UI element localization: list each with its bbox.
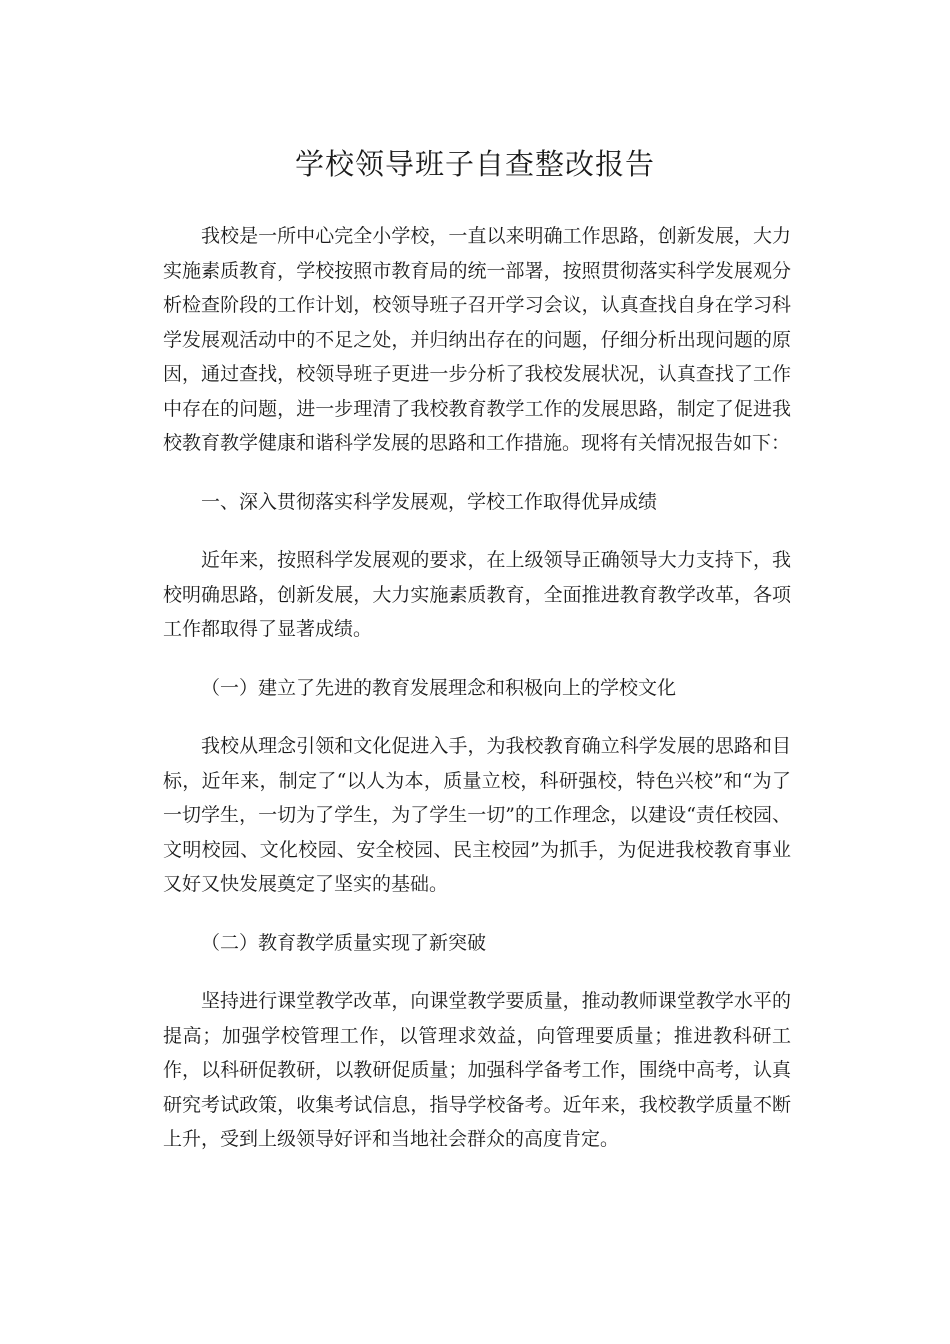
- subsection-1-paragraph: 我校从理念引领和文化促进入手，为我校教育确立科学发展的思路和目标，近年来，制定了“以人为本，质量立校，科研强校，特色兴校”和“为了一切学生，一切为了学生，为了学生一切”的工作理念，以建设“责任校园、文明校园、文化校园、安全校园、民主校园”为抓手，为促进我校教育事业又好又快发展奠定了坚实的基础。: [163, 735, 791, 895]
- subsection-2-heading: （二）教育教学质量实现了新突破: [201, 931, 487, 954]
- intro-paragraph: 我校是一所中心完全小学校，一直以来明确工作思路，创新发展，大力实施素质教育，学校按照市教育局的统一部署，按照贯彻落实科学发展观分析检查阶段的工作计划，校领导班子召开学习会议，认真查找自身在学习科学发展观活动中的不足之处，并归纳出存在的问题，仔细分析出现问题的原因，通过查找，校领导班子更进一步分析了我校发展状况，认真查找了工作中存在的问题，进一步理清了我校教育教学工作的发展思路，制定了促进我校教育教学健康和谐科学发展的思路和工作措施。现将有关情况报告如下：: [163, 225, 791, 454]
- document-title: 学校领导班子自查整改报告: [294, 147, 655, 181]
- section-1-heading: 一、深入贯彻落实科学发展观，学校工作取得优异成绩: [201, 490, 658, 513]
- section-1-paragraph: 近年来，按照科学发展观的要求，在上级领导正确领导大力支持下，我校明确思路，创新发展，大力实施素质教育，全面推进教育教学改革，各项工作都取得了显著成绩。: [163, 549, 791, 640]
- subsection-1-heading: （一）建立了先进的教育发展理念和积极向上的学校文化: [201, 676, 677, 699]
- document-body: [163, 219, 791, 1157]
- subsection-2-paragraph: 坚持进行课堂教学改革，向课堂教学要质量，推动教师课堂教学水平的提高；加强学校管理工作，以管理求效益，向管理要质量；推进教科研工作，以科研促教研，以教研促质量；加强科学备考工作，围绕中高考，认真研究考试政策，收集考试信息，指导学校备考。近年来，我校教学质量不断上升，受到上级领导好评和当地社会群众的高度肯定。: [163, 990, 791, 1150]
